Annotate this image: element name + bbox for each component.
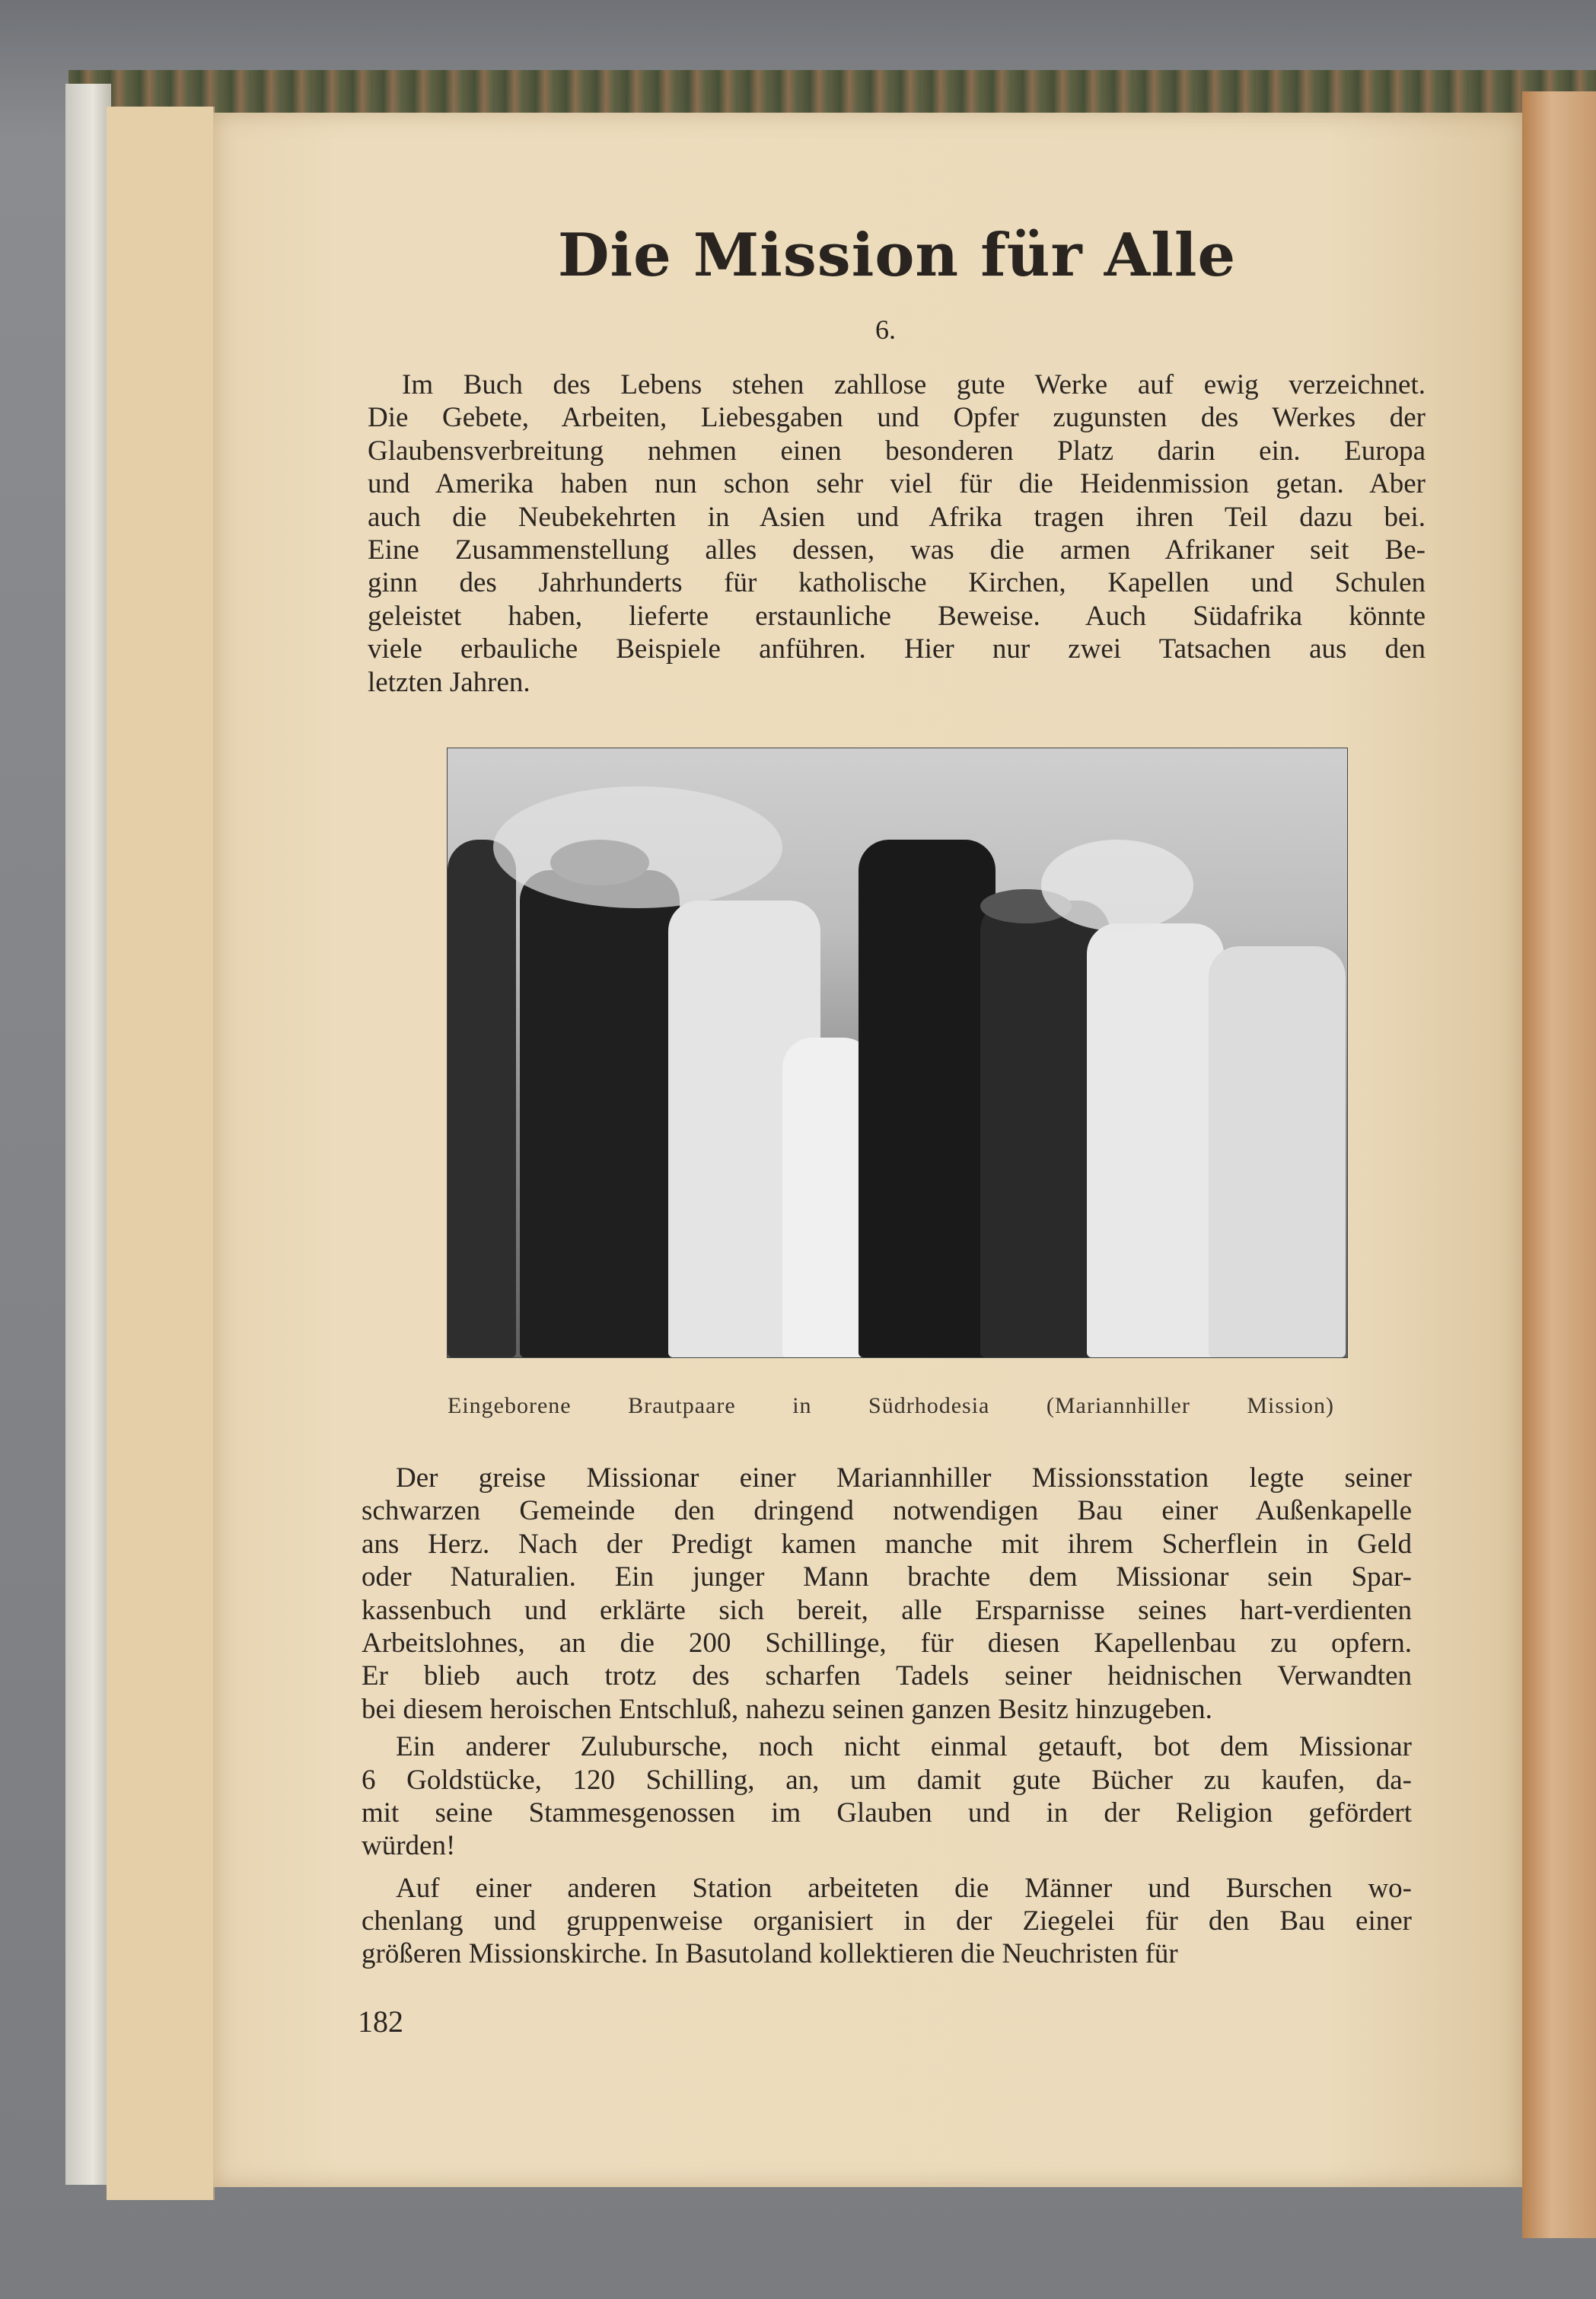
caption-word: Brautpaare bbox=[628, 1393, 736, 1418]
text-line: Er blieb auch trotz des scharfen Tadels seiner heidnischen Verwandten bbox=[362, 1660, 1412, 1692]
text-line: Die Gebete, Arbeiten, Liebesgaben und Opfer zugunsten des Werkes der bbox=[368, 402, 1426, 434]
text-line: chenlang und gruppenweise organisiert in der Ziegelei für den Bau einer bbox=[362, 1905, 1412, 1937]
body-text-lower bbox=[362, 1462, 1412, 1971]
text-line: Ein anderer Zulubursche, noch nicht einmal getauft, bot dem Missionar bbox=[396, 1731, 1412, 1763]
page-title: Die Mission für Alle bbox=[557, 221, 1237, 290]
text-line: würden! bbox=[362, 1830, 456, 1862]
page-number: 182 bbox=[358, 2004, 403, 2039]
text-line: ans Herz. Nach der Predigt kamen manche mit ihrem Scherflein in Geld bbox=[362, 1528, 1412, 1560]
text-line: viele erbauliche Beispiele anführen. Hier nur zwei Tatsachen aus den bbox=[368, 633, 1426, 665]
text-line: kassenbuch und erklärte sich bereit, alle Ersparnisse seines hart-verdienten bbox=[362, 1594, 1412, 1626]
text-line: Der greise Missionar einer Mariannhiller Missionsstation legte seiner bbox=[396, 1462, 1412, 1494]
photo-wedding-couples bbox=[447, 748, 1348, 1358]
text-line: und Amerika haben nun schon sehr viel für die Heidenmission getan. Aber bbox=[368, 468, 1426, 500]
caption-word: Südrhodesia bbox=[868, 1393, 990, 1418]
caption-word: (Mariannhiller bbox=[1046, 1393, 1190, 1418]
paragraph-1 bbox=[368, 368, 1426, 699]
text-line: auch die Neubekehrten in Asien und Afrika tragen ihren Teil dazu bei. bbox=[368, 501, 1426, 533]
text-line: größeren Missionskirche. In Basutoland kollektieren die Neuchristen für bbox=[362, 1938, 1178, 1970]
page-edges bbox=[164, 113, 215, 2195]
text-line: 6 Goldstücke, 120 Schilling, an, um damit gute Bücher zu kaufen, da- bbox=[362, 1764, 1412, 1796]
caption-word: Eingeborene bbox=[448, 1393, 572, 1418]
text-line: oder Naturalien. Ein junger Mann brachte dem Missionar sein Spar- bbox=[362, 1561, 1412, 1593]
book-cover-top bbox=[68, 70, 1596, 116]
book-cover-right bbox=[1522, 91, 1596, 2238]
text-line: mit seine Stammesgenossen im Glauben und in der Religion gefördert bbox=[362, 1797, 1412, 1829]
text-line: Auf einer anderen Station arbeiteten die Männer und Burschen wo- bbox=[396, 1872, 1412, 1904]
photo-caption bbox=[448, 1393, 1334, 1419]
text-line: geleistet haben, lieferte erstaunliche Beweise. Auch Südafrika könnte bbox=[368, 600, 1426, 632]
text-line: schwarzen Gemeinde den dringend notwendigen Bau einer Außenkapelle bbox=[362, 1495, 1412, 1527]
section-number: 6. bbox=[875, 314, 896, 345]
text-line: ginn des Jahrhunderts für katholische Kirchen, Kapellen und Schulen bbox=[368, 567, 1426, 599]
book-spine bbox=[65, 84, 111, 2185]
text-line: Im Buch des Lebens stehen zahllose gute Werke auf ewig verzeichnet. bbox=[402, 369, 1426, 400]
caption-word: in bbox=[792, 1393, 812, 1418]
text-line: Eine Zusammenstellung alles dessen, was die armen Afrikaner seit Be- bbox=[368, 534, 1426, 566]
caption-word: Mission) bbox=[1247, 1393, 1334, 1418]
text-line: letzten Jahren. bbox=[368, 666, 530, 698]
text-line: Glaubensverbreitung nehmen einen besonderen Platz darin ein. Europa bbox=[368, 435, 1426, 467]
text-line: bei diesem heroischen Entschluß, nahezu seinen ganzen Besitz hinzugeben. bbox=[362, 1693, 1212, 1725]
text-line: Arbeitslohnes, an die 200 Schillinge, für diesen Kapellenbau zu opfern. bbox=[362, 1627, 1412, 1659]
